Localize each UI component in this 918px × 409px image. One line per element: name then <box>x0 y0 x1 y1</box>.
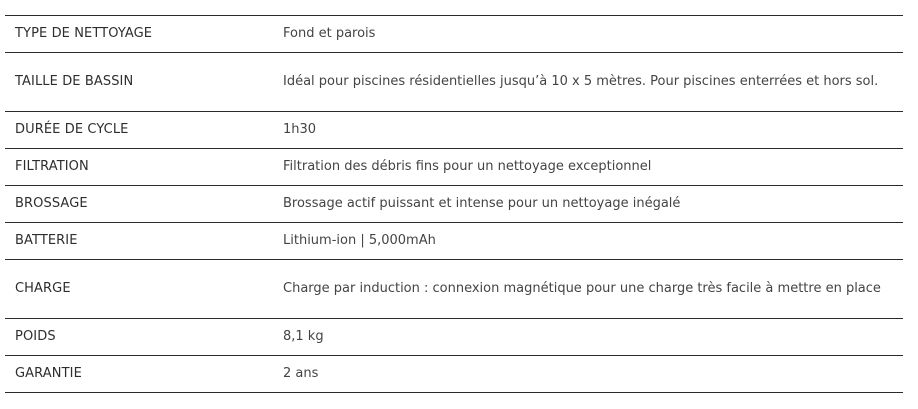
spec-label: TAILLE DE BASSIN <box>15 74 134 89</box>
spec-label: DURÉE DE CYCLE <box>15 122 129 137</box>
spec-label: FILTRATION <box>15 159 89 174</box>
spec-label: TYPE DE NETTOYAGE <box>15 26 153 41</box>
spec-row-poids <box>5 319 903 356</box>
spec-row-taille-de-bassin <box>5 53 903 112</box>
spec-value: 2 ans <box>283 366 319 381</box>
spec-row-type-de-nettoyage <box>5 16 903 53</box>
spec-row-filtration <box>5 149 903 186</box>
spec-row-garantie <box>5 356 903 393</box>
spec-label: BATTERIE <box>15 233 78 248</box>
spec-row-batterie <box>5 223 903 260</box>
spec-row-brossage <box>5 186 903 223</box>
spec-value: 1h30 <box>283 122 317 137</box>
spec-value: Lithium-ion | 5,000mAh <box>283 233 436 248</box>
spec-value: Idéal pour piscines résidentielles jusqu’à 10 x 5 mètres. Pour piscines enterrées et hors sol. <box>283 74 879 89</box>
spec-label: CHARGE <box>15 281 71 296</box>
spec-value: Charge par induction : connexion magnétique pour une charge très facile à mettre en place <box>283 281 881 296</box>
spec-value: Fond et parois <box>283 26 376 41</box>
spec-value: Brossage actif puissant et intense pour un nettoyage inégalé <box>283 196 681 211</box>
spec-value: 8,1 kg <box>283 329 324 344</box>
spec-row-charge <box>5 260 903 319</box>
spec-table <box>5 15 903 393</box>
spec-label: BROSSAGE <box>15 196 88 211</box>
spec-label: GARANTIE <box>15 366 82 381</box>
spec-value: Filtration des débris fins pour un nettoyage exceptionnel <box>283 159 652 174</box>
spec-label: POIDS <box>15 329 56 344</box>
spec-row-duree-de-cycle <box>5 112 903 149</box>
